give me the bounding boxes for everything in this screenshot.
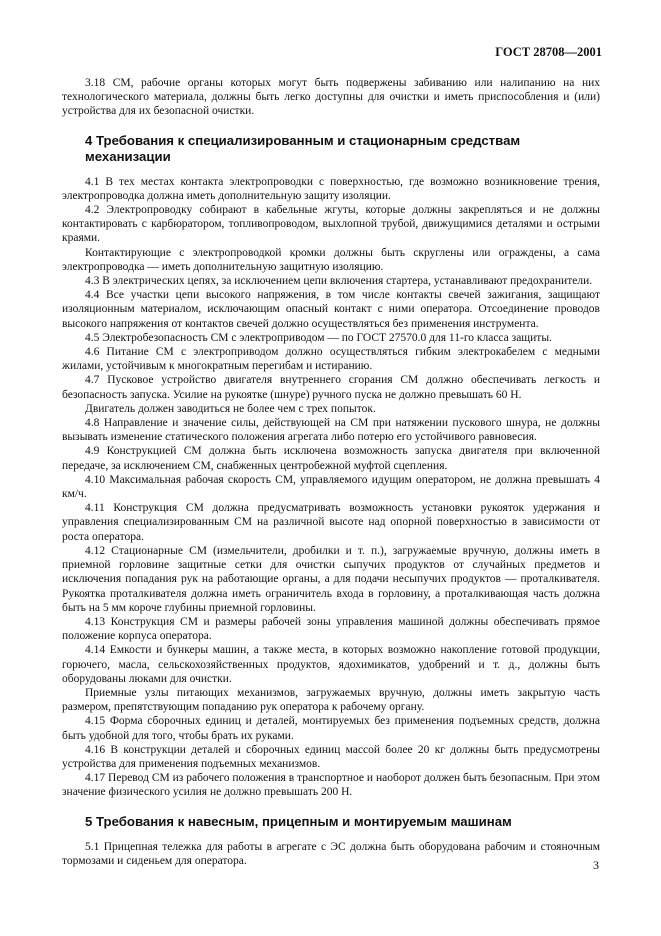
paragraph: 4.2 Электропроводку собирают в кабельные жгуты, которые должны закрепляться и не должны контактировать с карбюратором, топливопроводом, выхлопной трубой, движущимися деталями и острыми краями. [62,204,600,245]
paragraph: 4.7 Пусковое устройство двигателя внутреннего сгорания СМ должно обеспечивать легкость и безопасность запуска. Усилие на рукоятке (шнуре) ручного пуска не должно превышать 60 Н. [62,374,600,401]
paragraph: 4.10 Максимальная рабочая скорость СМ, управляемого идущим оператором, не должна превышать 4 км/ч. [62,473,600,501]
paragraph: Двигатель должен заводиться не более чем с трех попыток. [85,402,376,415]
paragraph: 4.13 Конструкция СМ и размеры рабочей зоны управления машиной должны обеспечивать прямое положение корпуса оператора. [62,615,600,643]
paragraph: 4.3 В электрических цепях, за исключением цепи включения стартера, устанавливают предохранители. [85,275,593,288]
paragraph: 4.5 Электробезопасность СМ с электроприводом — по ГОСТ 27570.0 для 11-го класса защиты. [85,331,552,344]
section-4-title: 4 Требования к специализированным и стационарным средствам механизации [85,132,521,164]
paragraph: 4.9 Конструкцией СМ должна быть исключена возможность запуска двигателя при включенной передаче, за исключением СМ, снабженных центробежной муфтой сцепления. [62,445,600,472]
paragraph: 4.14 Емкости и бункеры машин, а также места, в которых возможно накопление готовой продукции, горючего, масла, сельскохозяйственных продуктов, ядохимикатов, удобрений и т. д., должны быть оборудованы люками для очистки. [62,644,600,685]
paragraph: 5.1 Прицепная тележка для работы в агрегате с ЭС должна быть оборудована рабочим и стояночным тормозами и сиденьем для оператора. [62,840,600,867]
section-5-title: 5 Требования к навесным, прицепным и монтируемым машинам [85,813,512,829]
paragraph-3-18: 3.18 СМ, рабочие органы которых могут быть подвержены забиванию или налипанию на них технологического материала, должны быть легко доступны для очистки и иметь приспособления и (или) устройства для их безопасной очистки. [62,77,600,118]
paragraph: 4.4 Все участки цепи высокого напряжения, в том числе контакты свечей зажигания, защищают изоляционным материалом, исключающим опасный контакт с ними оператора. Отсоединение проводов высокого напряжения от контактов свечей должно осуществляться без применения инструмента. [62,289,600,330]
paragraph: 4.1 В тех местах контакта электропроводки с поверхностью, где возможно возникновение трения, электропроводка должна иметь дополнительную защиту изоляции. [62,175,600,202]
paragraph: 4.16 В конструкции деталей и сборочных единиц массой более 20 кг должны быть предусмотрены устройства для применения подъемных механизмов. [62,743,600,770]
section-4-body [62,175,600,800]
paragraph: 4.15 Форма сборочных единиц и деталей, монтируемых без применения подъемных средств, должна быть удобной для того, чтобы брать их руками. [62,715,600,742]
paragraph: 4.17 Перевод СМ из рабочего положения в транспортное и наоборот должен быть безопасным. При этом значение физического усилия не должно превышать 200 Н. [62,772,600,799]
page-number: 3 [593,858,599,872]
page-content [62,76,600,868]
paragraph: 4.8 Направление и значение силы, действующей на СМ при натяжении пускового шнура, не должны вызывать изменение статического положения агрегата либо потерю его устойчивого равновесия. [62,417,600,444]
document-code-header: ГОСТ 28708—2001 [495,45,602,59]
paragraph: 4.6 Питание СМ с электроприводом должно осуществляться гибким электрокабелем с медными жилами, устойчивым к многократным перегибам и истиранию. [62,346,600,373]
section-5-body [62,840,600,868]
paragraph: 4.12 Стационарные СМ (измельчители, дробилки и т. п.), загружаемые вручную, должны иметь в приемной горловине защитные сетки для очистки сыпучих продуктов от случайных предметов и исключения попадания рук на работающие органы, а для подачи несыпучих продуктов — проталкивателя. Рукоятка проталкивателя должна иметь ограничитель входа в горловину, а проталкивающая часть должна быть на 5 мм короче глубины приемной горловины. [62,544,600,614]
paragraph: Приемные узлы питающих механизмов, загружаемых вручную, должны иметь закрытую часть размером, препятствующим попаданию рук оператора к рабочему органу. [62,686,600,714]
paragraph: 4.11 Конструкция СМ должна предусматривать возможность установки рукояток удержания и управления специализированным СМ на различной высоте над опорной поверхностью в зависимости от роста оператора. [62,502,600,543]
paragraph: Контактирующие с электропроводкой кромки должны быть скруглены или ограждены, а сама электропроводка — иметь дополнительную защитную изоляцию. [62,246,600,273]
